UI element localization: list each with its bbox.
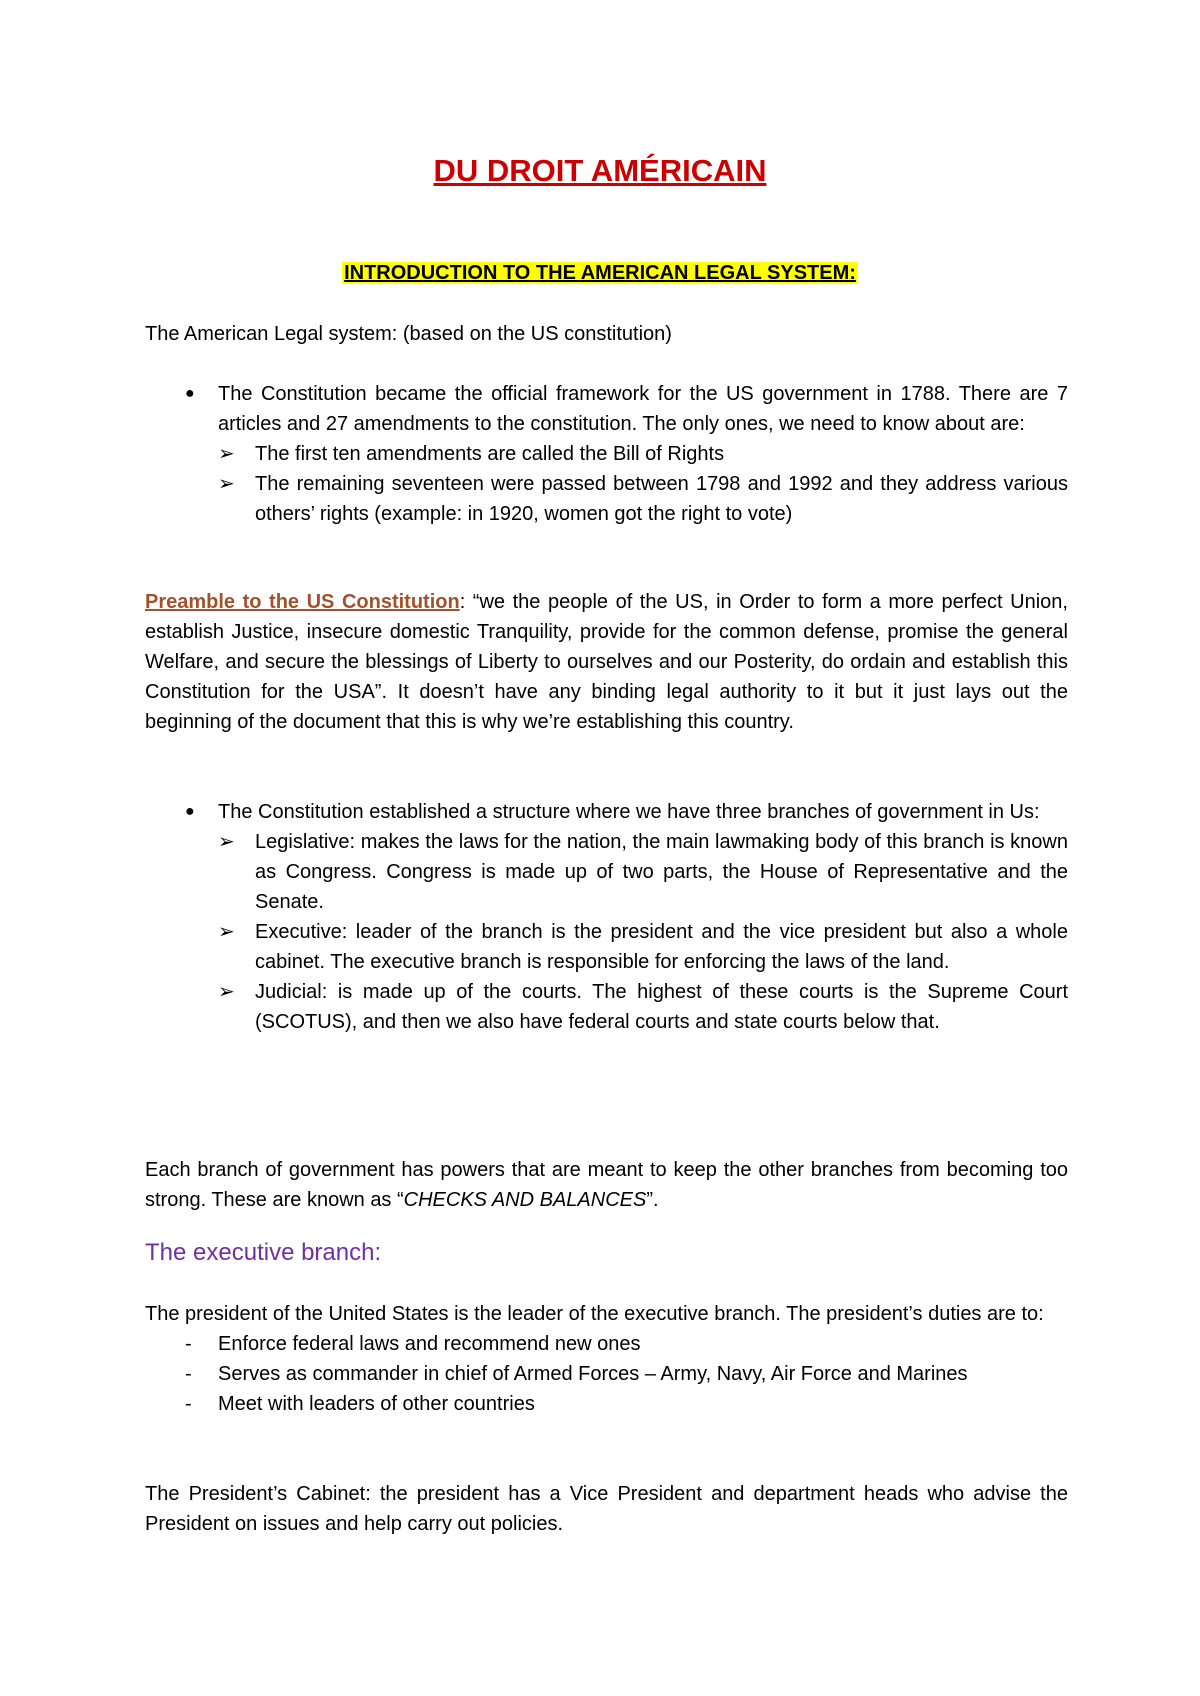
checks-block	[145, 1155, 1068, 1215]
arrow-item-text: Judicial: is made up of the courts. The highest of these courts is the Supreme Court (SCOTUS), and then we also have federal courts and state courts below that.	[255, 981, 1068, 1033]
bullet-item-constitution	[145, 379, 1068, 439]
bullet-text: The Constitution became the official framework for the US government in 1788. There are 7 articles and 27 amendments to the constitution. The only ones, we need to know about are:	[218, 383, 1068, 435]
arrow-item-legislative	[145, 827, 1068, 917]
duty-item	[145, 1359, 1068, 1389]
checks-italic-text: CHECKS AND BALANCES	[403, 1189, 647, 1211]
section-subtitle: INTRODUCTION TO THE AMERICAN LEGAL SYSTEM:	[344, 262, 856, 284]
duty-text: Serves as commander in chief of Armed Forces – Army, Navy, Air Force and Marines	[218, 1363, 968, 1385]
document-title: DU DROIT AMÉRICAIN	[433, 153, 767, 188]
preamble-label: Preamble to the US Constitution	[145, 591, 460, 613]
dash-bullet-icon: -	[185, 1333, 192, 1355]
duty-text: Enforce federal laws and recommend new ones	[218, 1333, 641, 1355]
duty-text: Meet with leaders of other countries	[218, 1393, 535, 1415]
arrow-bullet-icon: ➢	[218, 981, 235, 1003]
cabinet-block	[145, 1479, 1068, 1539]
bullet-block-1	[145, 379, 1068, 529]
arrow-item-text: Legislative: makes the laws for the nation, the main lawmaking body of this branch is known as Congress. Congress is made up of two parts, the House of Representative and the Senate.	[255, 831, 1068, 913]
arrow-bullet-icon: ➢	[218, 443, 235, 465]
arrow-item	[145, 469, 1068, 529]
preamble-paragraph	[145, 587, 1068, 737]
dash-bullet-icon: -	[185, 1363, 192, 1385]
bullet-block-2	[145, 797, 1068, 1037]
arrow-bullet-icon: ➢	[218, 473, 235, 495]
bullet-icon: ●	[185, 385, 195, 402]
arrow-bullet-icon: ➢	[218, 921, 235, 943]
preamble-text: : “we the people of the US, in Order to form a more perfect Union, establish Justice, insecure domestic Tranquility, provide for the common defense, promise the general Welfare, and secure the blessings of Liberty to ourselves and our Posterity, do ordain and establish this Constitution for the USA”. It doesn’t have any binding legal authority to it but it just lays out the beginning of the document that this is why we’re establishing this country.	[145, 591, 1068, 733]
duty-item	[145, 1329, 1068, 1359]
bullet-text: The Constitution established a structure where we have three branches of government in Us:	[218, 801, 1040, 823]
president-block	[145, 1299, 1068, 1419]
arrow-item-judicial	[145, 977, 1068, 1037]
intro-block	[145, 319, 1068, 349]
arrow-item-text: The first ten amendments are called the Bill of Rights	[255, 443, 725, 465]
checks-text-before: Each branch of government has powers that are meant to keep the other branches from becoming too strong. These are known as “	[145, 1159, 1068, 1211]
intro-text: The American Legal system: (based on the US constitution)	[145, 323, 672, 345]
arrow-bullet-icon: ➢	[218, 831, 235, 853]
cabinet-paragraph: The President’s Cabinet: the president has a Vice President and department heads who advise the President on issues and help carry out policies.	[145, 1483, 1068, 1535]
arrow-item	[145, 439, 1068, 469]
checks-paragraph	[145, 1155, 1068, 1215]
bullet-icon: ●	[185, 803, 195, 820]
arrow-item-text: Executive: leader of the branch is the president and the vice president but also a whole cabinet. The executive branch is responsible for enforcing the laws of the land.	[255, 921, 1068, 973]
section-heading-executive: The executive branch:	[145, 1239, 382, 1266]
exec-heading-block	[145, 1238, 1068, 1268]
subtitle-wrap	[0, 258, 1200, 288]
duty-item	[145, 1389, 1068, 1419]
arrow-item-text: The remaining seventeen were passed between 1798 and 1992 and they address various others’ rights (example: in 1920, women got the right to vote)	[255, 473, 1068, 525]
preamble-block	[145, 587, 1068, 737]
dash-bullet-icon: -	[185, 1393, 192, 1415]
bullet-item-branches	[145, 797, 1068, 827]
arrow-item-executive	[145, 917, 1068, 977]
president-paragraph: The president of the United States is the leader of the executive branch. The president’s duties are to:	[145, 1303, 1044, 1325]
checks-text-after: ”.	[646, 1189, 659, 1211]
